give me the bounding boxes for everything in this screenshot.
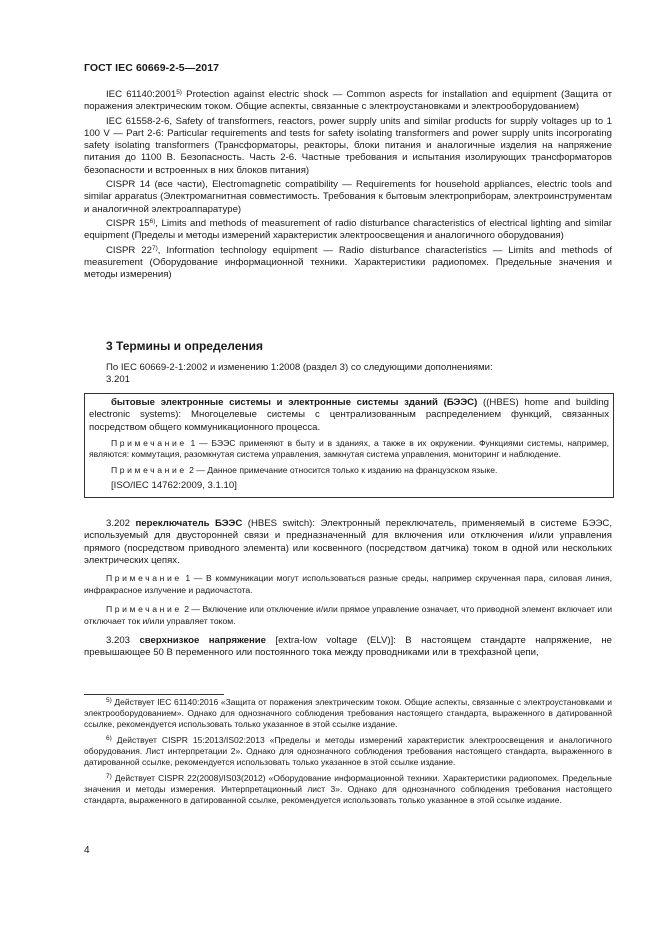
reference-iec-61140 <box>84 89 612 114</box>
footnote-text: Действует CISPR 22(2008)/IS03(2012) «Оборудование информационной техники. Характеристики радиопомех. Предельные значения и методы измерения. Интерпретационный лист 3». Однако для однозначного соблюдения требования настоящего стандарта, выраженного в датированной ссылке, рекомендуется использовать только указанное в этой ссылке издание. <box>84 773 612 805</box>
intro-text: По IEC 60669-2-1:2002 и изменению 1:2008 (раздел 3) со следующими дополнениями: <box>106 362 493 373</box>
reference-cispr-15 <box>84 218 612 243</box>
note-text: 2 — Данное примечание относится только к изданию на французском языке. <box>186 464 498 475</box>
note-text: 1 — БЭЭС применяют в быту и в зданиях, а также в их окружении. Функциями системы, например, являются: коммутация, разомкнутая система управления, замкнутая система управления, мониторинг и наблюдение. <box>89 437 609 460</box>
note-label: Примечание <box>106 604 182 615</box>
terms-continued <box>84 518 612 666</box>
term-202-note-2 <box>84 604 612 627</box>
reference-code: IEC 61140:2001 <box>106 89 177 100</box>
footnote-separator <box>84 694 224 695</box>
footnote-mark: 6) <box>149 217 156 225</box>
footnote-mark: 5) <box>106 697 112 704</box>
footnote-6 <box>84 735 612 768</box>
reference-cispr-14 <box>84 179 612 216</box>
term-202-definition <box>84 518 612 567</box>
footnote-mark: 7) <box>106 773 112 780</box>
footnote-text: Действует CISPR 15:2013/IS02:2013 «Пределы и методы измерений характеристик электроосвещения и аналогичного оборудования. Лист интерпретации 2». Однако для однозначного соблюдения требования настоящего стандарта, выраженного в датированной ссылке, рекомендуется использовать только указанное в этой ссылке издание. <box>84 735 612 767</box>
reference-code: CISPR 15 <box>106 217 150 229</box>
reference-iec-61558 <box>84 116 612 177</box>
term-definition-box <box>84 393 614 498</box>
term-definition-text: ((HBES) home and building electronic systems): Многоцелевые системы с централизованным распределением функций, связанных посредством общего коммуникационного процесса. <box>89 397 609 433</box>
document-code-header: ГОСТ IEC 60669-2-5—2017 <box>84 62 220 74</box>
reference-text: (все части), Electromagnetic compatibility — Requirements for household appliances, electric tools and similar apparatus (Электромагнитная совместимость. Требования к бытовым электроприборам, электроинструментам и аналогичной электроаппаратуре) <box>84 179 612 215</box>
clause-number: 3.202 <box>106 518 131 529</box>
section-intro <box>84 362 612 387</box>
term-203-definition <box>84 635 612 660</box>
note-text: 2 — Включение или отключение и/или прямое управление означает, что приводной элемент включает или отключает ток и/или управляет током. <box>84 604 612 626</box>
reference-text: Protection against electric shock — Common aspects for installation and equipment (Защита от поражения электрическим током. Общие аспекты, связанные с электроустановками и электрооборудованием) <box>84 89 612 113</box>
footnote-text: Действует IEC 61140:2016 «Защита от поражения электрическим током. Общие аспекты, связанные с электроустановками и электрооборудованием». Однако для однозначного соблюдения требования настоящего стандарта, выраженного в датированной ссылке, рекомендуется использовать только указанное в этой ссылке издание. <box>84 697 612 729</box>
reference-code: IEC 61558-2-6 <box>106 115 170 127</box>
section-title: 3 Термины и определения <box>106 339 264 353</box>
term-201-note-2 <box>89 465 609 477</box>
reference-cispr-22 <box>84 245 612 282</box>
footnotes <box>84 697 612 811</box>
reference-text: , Information technology equipment — Radio disturbance characteristics — Limits and methods of measurement (Оборудование информационной техники. Характеристики радиопомех. Предельные значения и методы измерения) <box>84 244 612 281</box>
footnote-mark: 6) <box>106 735 112 742</box>
footnote-mark: 5) <box>176 89 182 96</box>
term-202-note-1 <box>84 573 612 596</box>
term-definition-text: (HBES switch): Электронный переключатель, применяемый в системе БЭЭС, используемый для двусторонней связи и предназначенный для включения или отключения и/или управления прямого (посредством приводного элемента) или косвенного (посредством датчика) током в одной или нескольких электрических цепях. <box>84 518 612 566</box>
reference-text: , Safety of transformers, reactors, power supply units and similar products for supply voltages up to 1 100 V — Part 2-6: Particular requirements and tests for safety isolating transformers and power supply units incorporating safety isolating transformers (Трансформаторы, реакторы, блоки питания и аналогичные изделия на напряжение питания до 1100 В. Безопасность. Часть 2-6. Частные требования и испытания изолирующих трансформаторов безопасности и встроенных в них блоков питания) <box>84 115 612 176</box>
term-201-source: [ISO/IEC 14762:2009, 3.1.10] <box>111 480 237 492</box>
normative-references-list <box>84 89 612 283</box>
footnote-mark: 7) <box>151 244 158 252</box>
footnote-7 <box>84 773 612 806</box>
reference-code: CISPR 22 <box>106 244 152 256</box>
term-name: переключатель БЭЭС <box>135 518 243 529</box>
term-name: сверхнизкое напряжение <box>139 635 266 647</box>
reference-text: , Limits and methods of measurement of radio disturbance characteristics of electrical lighting and similar equipment (Пределы и методы измерений характеристик электроосвещения и аналогичного оборудования) <box>84 217 612 242</box>
page-number: 4 <box>84 845 90 856</box>
term-name: бытовые электронные системы и электронные системы зданий (БЭЭС) <box>111 397 478 408</box>
footnote-5 <box>84 697 612 730</box>
term-201-note-1 <box>89 438 609 461</box>
term-201-definition <box>89 397 609 434</box>
note-label: Примечание <box>106 573 182 584</box>
reference-code: CISPR 14 <box>106 179 151 191</box>
term-definition-text: [extra-low voltage (ELV)]: В настоящем стандарте напряжение, не превышающее 50 В переменного или постоянного тока между проводниками или в трехфазной цепи, <box>84 635 613 659</box>
clause-number: 3.203 <box>106 635 131 647</box>
note-text: 1 — В коммуникации могут использоваться разные среды, например скрученная пара, силовая линия, инфракрасное излучение и радиочастота. <box>84 573 612 595</box>
note-label: Примечание <box>111 437 187 448</box>
clause-number: 3.201 <box>106 374 131 386</box>
note-label: Примечание <box>111 464 187 475</box>
